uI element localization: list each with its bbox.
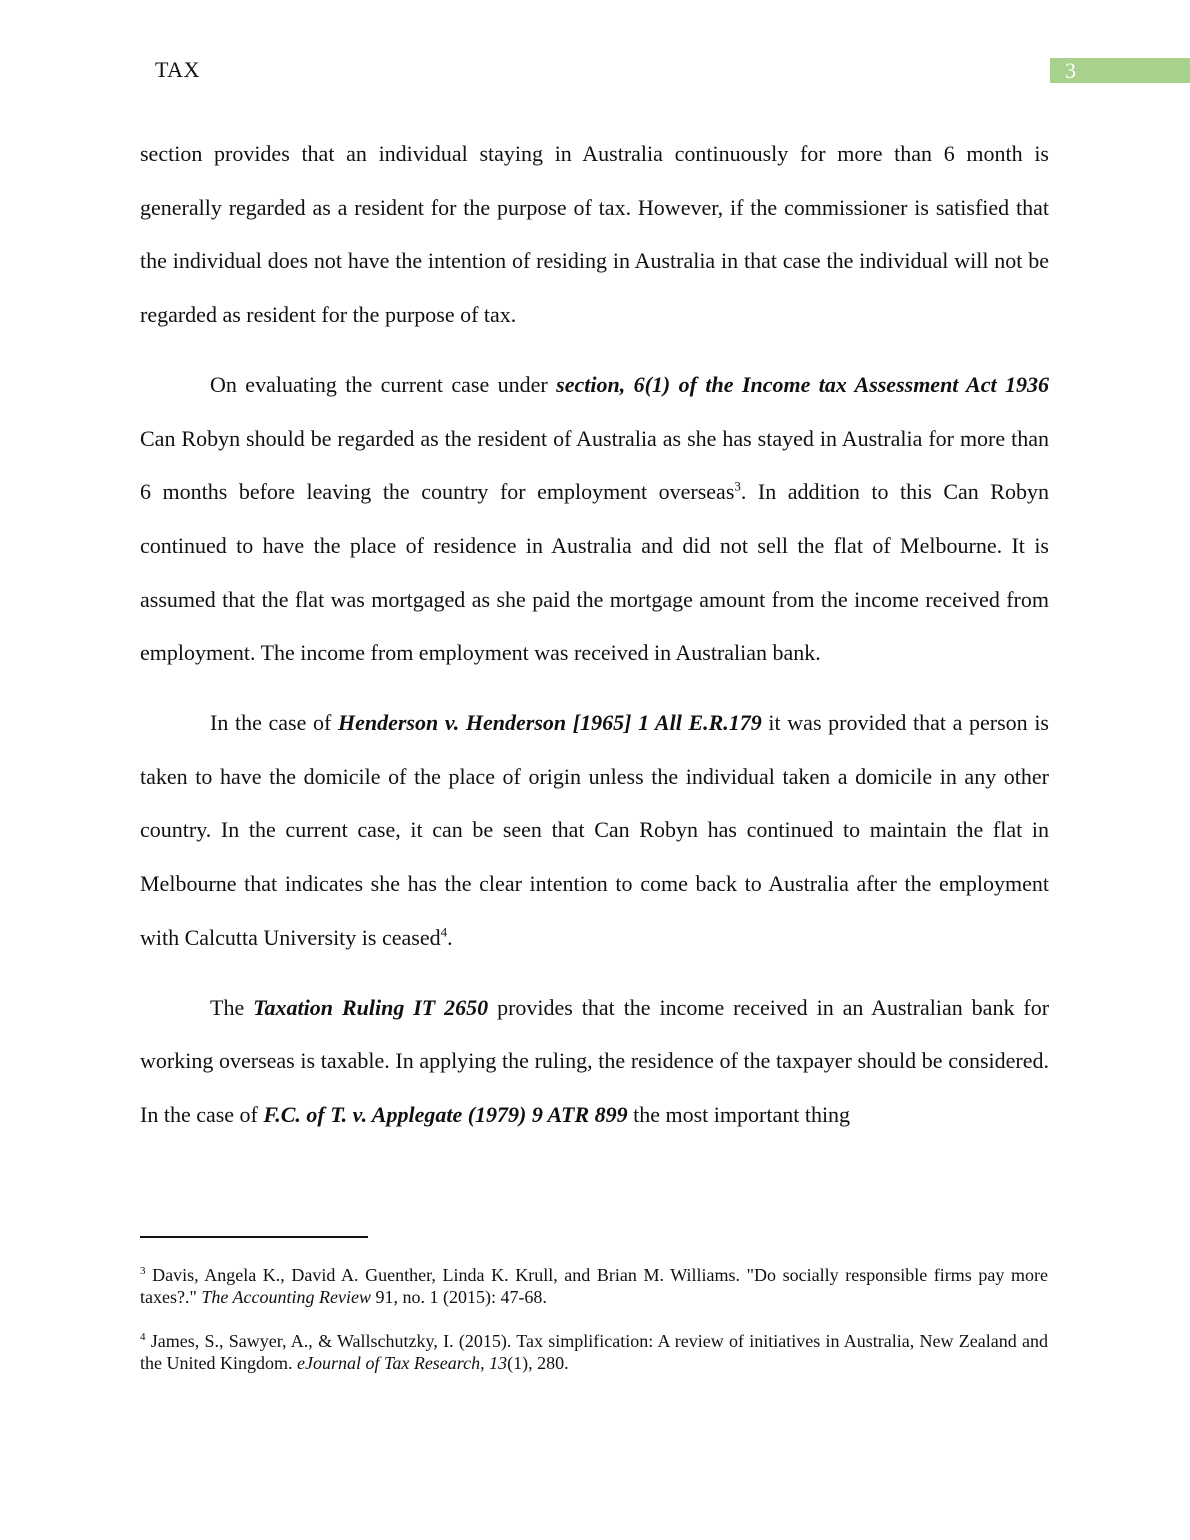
page-number: 3 — [1050, 58, 1190, 83]
footnotes — [140, 1264, 1048, 1375]
journal-title: eJournal of Tax Research — [296, 1353, 481, 1374]
statute-citation: section, 6(1) of the Income tax Assessment Act 1936 — [556, 371, 1049, 397]
paragraph-4 — [140, 981, 1049, 1142]
body-text — [140, 127, 1049, 1142]
paragraph-2-tail: . In addition to this Can Robyn continued to have the place of residence in Australia and did not sell the flat of Melbourne. It is assumed that the flat was mortgaged as she paid the mortgage amount from the income received from employment. The income from employment was received in Australian bank. — [140, 479, 1049, 666]
footnote-4 — [140, 1330, 1048, 1375]
paragraph-1: section provides that an individual staying in Australia continuously for more than 6 month is generally regarded as a resident for the purpose of tax. However, if the commissioner is satisfied that the individual does not have the intention of residing in Australia in that case the individual will not be regarded as resident for the purpose of tax. — [140, 141, 1049, 328]
case-citation-henderson: Henderson v. Henderson [1965] 1 All E.R.179 — [337, 710, 762, 736]
paragraph-4-tail: the most important thing — [627, 1101, 851, 1127]
case-citation-applegate: F.C. of T. v. Applegate (1979) 9 ATR 899 — [263, 1101, 628, 1127]
footnote-number: 4 — [140, 1330, 146, 1343]
paragraph-4-lead: The — [210, 994, 254, 1020]
paragraph-2-mid: Can Robyn should be regarded as the resident of Australia as she has stayed in Australia for more than 6 months before leaving the country for employment overseas — [140, 425, 1049, 505]
journal-title: The Accounting Review — [201, 1287, 371, 1308]
ruling-citation: Taxation Ruling IT 2650 — [253, 994, 489, 1020]
footnote-separator-text: , — [480, 1353, 490, 1374]
paragraph-2 — [140, 358, 1049, 680]
paragraph-3-tail: . — [447, 924, 453, 950]
paragraph-3-lead: In the case of — [210, 710, 338, 736]
footnote-ref-3[interactable]: 3 — [734, 478, 741, 494]
paragraph-4-mid: provides that the income received in an Australian bank for working overseas is taxable. In applying the ruling, the residence of the taxpayer should be considered. In the case of — [140, 994, 1050, 1127]
footnote-number: 3 — [140, 1265, 146, 1277]
paragraph-3 — [140, 696, 1049, 965]
paragraph-3-mid: it was provided that a person is taken to have the domicile of the place of origin unless the individual taken a domicile in any other country. In the current case, it can be seen that Can Robyn has continued to maintain the flat in Melbourne that indicates she has the clear intention to come back to Australia after the employment with Calcutta University is ceased — [140, 710, 1049, 950]
journal-volume: 13 — [489, 1353, 508, 1374]
footnote-separator — [140, 1236, 368, 1238]
header-title: TAX — [155, 57, 200, 82]
footnote-tail: (1), 280. — [507, 1353, 569, 1374]
footnote-text: Davis, Angela K., David A. Guenther, Linda K. Krull, and Brian M. Williams. "Do socially responsible firms pay more taxes?." — [140, 1265, 1048, 1308]
footnote-text: James, S., Sawyer, A., & Wallschutzky, I. (2015). Tax simplification: A review of initiatives in Australia, New Zealand and the United Kingdom. — [140, 1330, 1048, 1374]
footnote-3 — [140, 1264, 1048, 1309]
paragraph-2-lead: On evaluating the current case under — [210, 371, 557, 397]
footnote-ref-4[interactable]: 4 — [440, 924, 448, 940]
footnote-tail: 91, no. 1 (2015): 47-68. — [370, 1287, 547, 1308]
